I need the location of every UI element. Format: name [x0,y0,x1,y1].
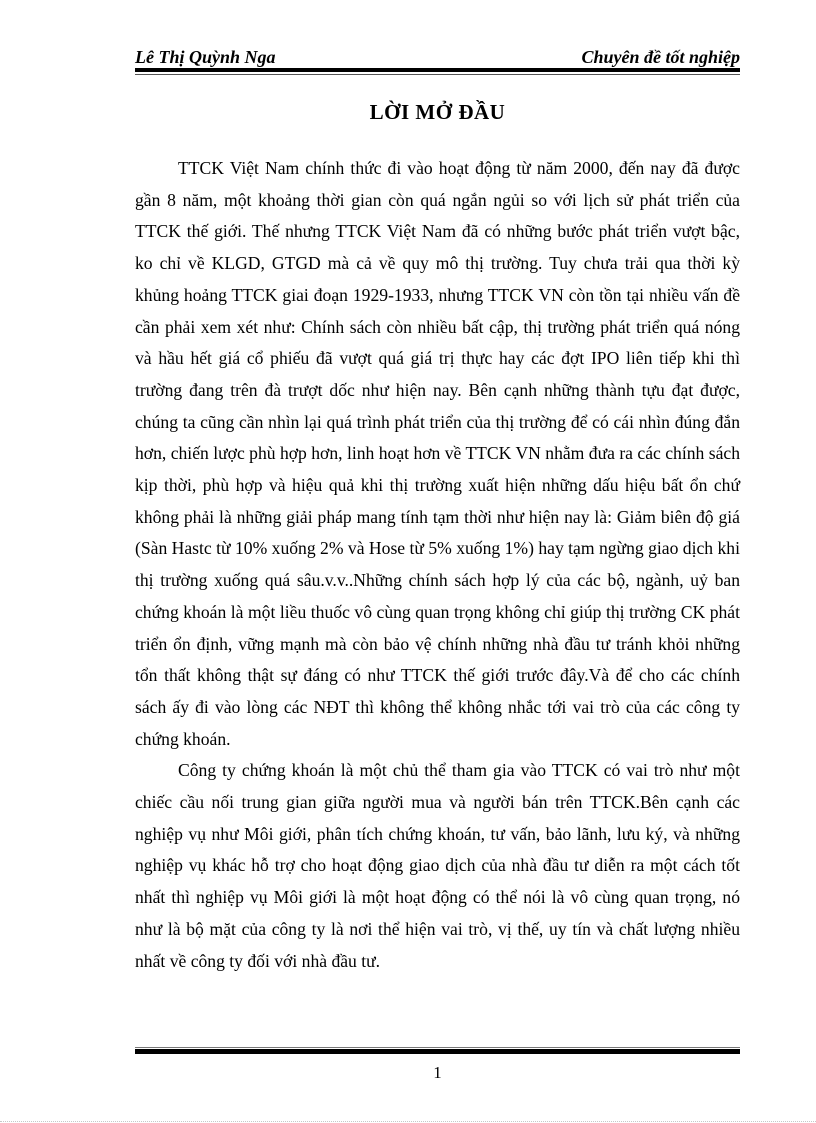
page-title: LỜI MỞ ĐẦU [369,100,506,124]
header-document-type: Chuyên đề tốt nghiệp [581,47,740,67]
header-rule-thick [135,68,740,72]
paragraph: TTCK Việt Nam chính thức đi vào hoạt động từ năm 2000, đến nay đã được gần 8 năm, một khoảng thời gian còn quá ngắn ngủi so với lịch sử phát triển của TTCK thế giới. Thế nhưng TTCK Việt Nam đã có những bước phát triển vượt bậc, ko chỉ về KLGD, GTGD mà cả về quy mô thị trường. Tuy chưa trải qua thời kỳ khủng hoảng TTCK giai đoạn 1929-1933, nhưng TTCK VN còn tồn tại nhiều vấn đề cần phải xem xét như: Chính sách còn nhiều bất cập, thị trường phát triển quá nóng và hầu hết giá cổ phiếu đã vượt quá giá trị thực hay các đợt IPO liên tiếp khi thì trường đang trên đà trượt dốc như hiện nay. Bên cạnh những thành tựu đạt được, chúng ta cũng cần nhìn lại quá trình phát triển của thị trường để có cái nhìn đúng đắn hơn, chiến lược phù hợp hơn, linh hoạt hơn về TTCK VN nhằm đưa ra các chính sách kịp thời, phù hợp và hiệu quả khi thị trường xuất hiện những dấu hiệu bất ổn chứ không phải là những giải pháp mang tính tạm thời như hiện nay là: Giảm biên độ giá (Sàn Hastc từ 10% xuống 2% và Hose từ 5% xuống 1%) hay tạm ngừng giao dịch khi thị trường xuống quá sâu.v.v..Những chính sách hợp lý của các bộ, ngành, uỷ ban chứng khoán là một liều thuốc vô cùng quan trọng không chỉ giúp thị trường CK phát triển ổn định, vững mạnh mà còn bảo vệ chính những nhà đầu tư tránh khỏi những tổn thất không thật sự đáng có như TTCK thế giới trước đây.Và để cho các chính sách ấy đi vào lòng các NĐT thì không thể không nhắc tới vai trò của các công ty chứng khoán. [135,158,740,749]
paragraph: Công ty chứng khoán là một chủ thể tham gia vào TTCK có vai trò như một chiếc cầu nối trung gian giữa người mua và người bán trên TTCK.Bên cạnh các nghiệp vụ như Môi giới, phân tích chứng khoán, tư vấn, bảo lãnh, lưu ký, và những nghiệp vụ khác hỗ trợ cho hoạt động giao dịch của nhà đầu tư diễn ra một cách tốt nhất thì nghiệp vụ Môi giới là một hoạt động có thể nói là vô cùng quan trọng, nó như là bộ mặt của công ty là nơi thể hiện vai trò, vị thế, uy tín và chất lượng nhiều nhất về công ty đối với nhà đầu tư. [135,760,740,971]
header-author: Lê Thị Quỳnh Nga [135,47,276,67]
page-boundary [0,1121,816,1122]
header-rule-thin [135,74,740,75]
document-body [135,153,740,977]
page-header [135,47,740,67]
page-number: 1 [433,1063,442,1082]
footer-rule-thick [135,1049,740,1054]
footer-rule-thin [135,1047,740,1048]
